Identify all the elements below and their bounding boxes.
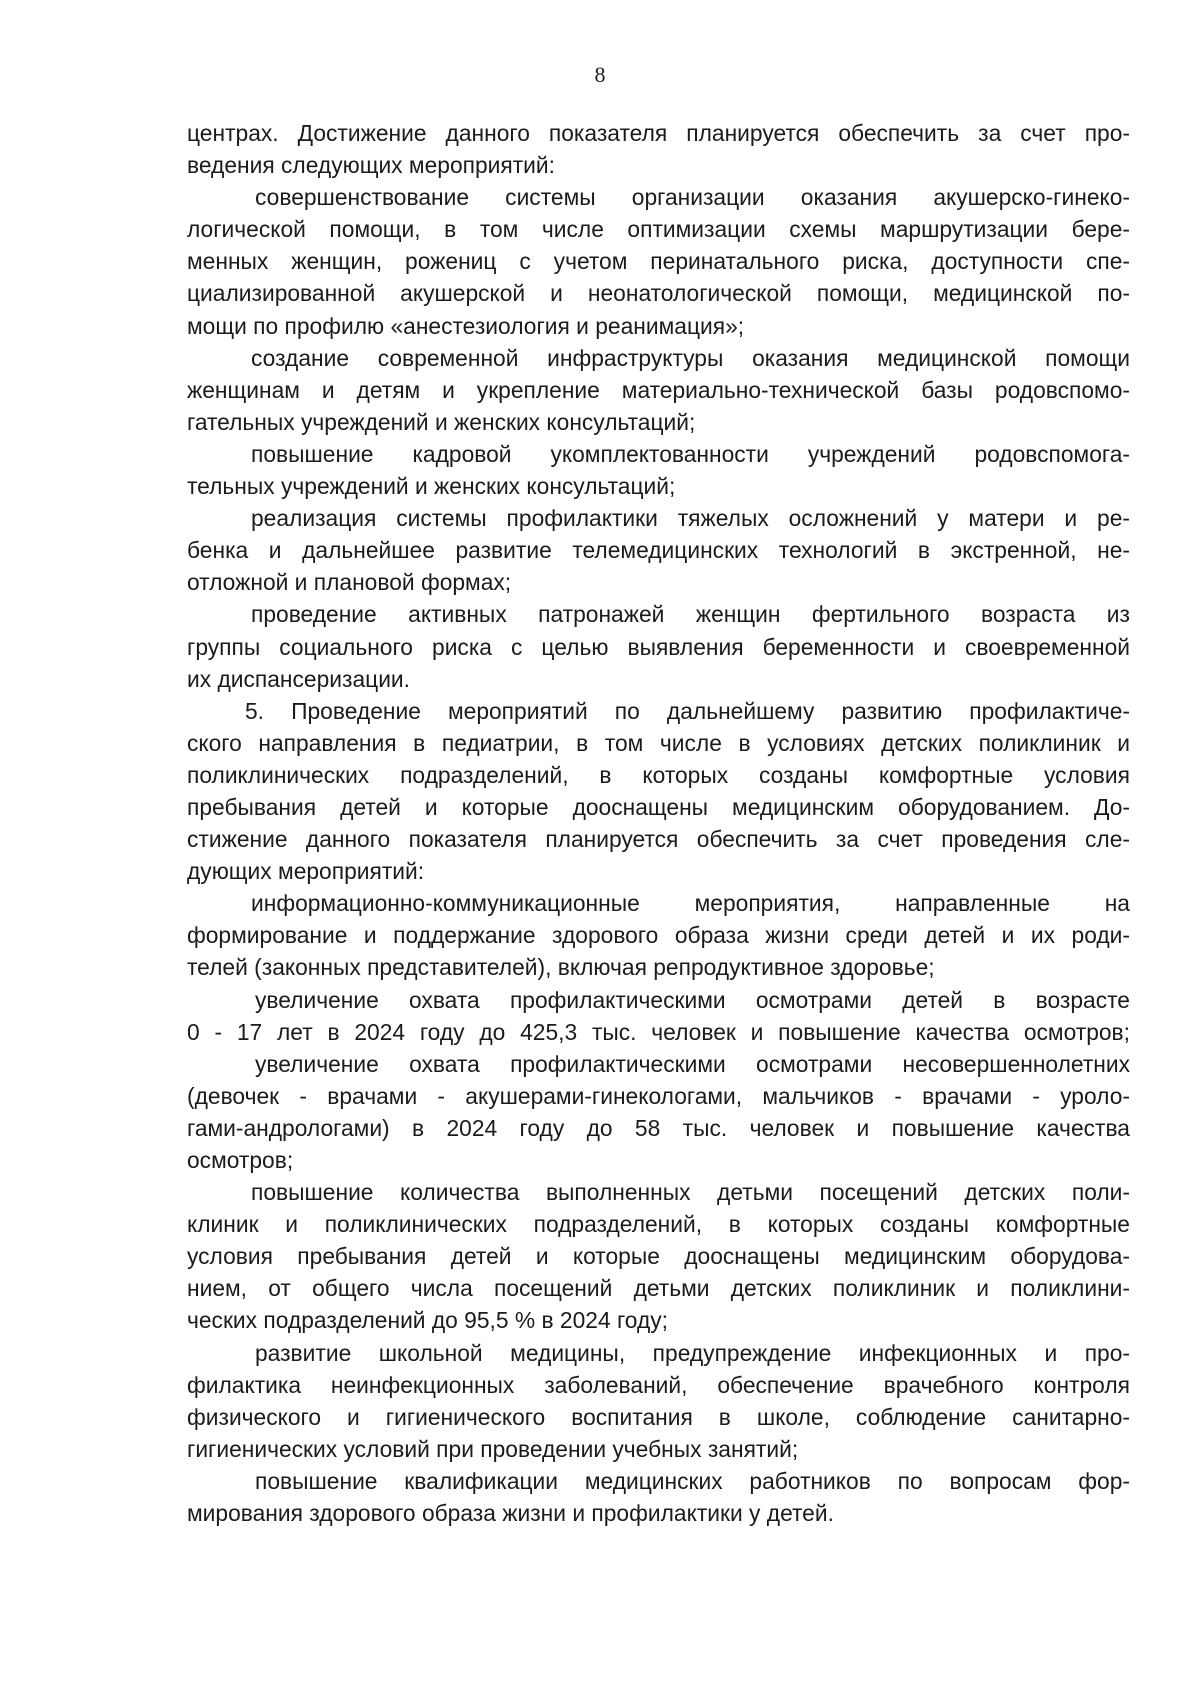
text-line: повышение квалификации медицинских работников по вопросам фор- [255, 1467, 1130, 1494]
text-line: формирование и поддержание здорового образа жизни среди детей и их роди- [187, 922, 1130, 949]
text-line: клиник и поликлинических подразделений, в которых созданы комфортные [187, 1211, 1130, 1238]
text-line: ческих подразделений до 95,5 % в 2024 году; [187, 1307, 669, 1334]
text-line: филактика неинфекционных заболеваний, обеспечение врачебного контроля [187, 1371, 1130, 1398]
text-line: мирования здорового образа жизни и профилактики у детей. [187, 1500, 834, 1527]
text-line: группы социального риска с целью выявления беременности и своевременной [187, 633, 1130, 660]
text-line: увеличение охвата профилактическими осмотрами детей в возрасте [255, 986, 1130, 1013]
text-line: гигиенических условий при проведении учебных занятий; [187, 1435, 799, 1462]
text-line: ведения следующих мероприятий: [187, 152, 555, 179]
text-line: поликлинических подразделений, в которых созданы комфортные условия [187, 761, 1130, 788]
text-line: гательных учреждений и женских консультаций; [187, 408, 696, 435]
text-line: реализация системы профилактики тяжелых осложнений у матери и ре- [251, 505, 1130, 532]
text-line: создание современной инфраструктуры оказания медицинской помощи [251, 344, 1130, 371]
text-line: тельных учреждений и женских консультаций; [187, 473, 676, 500]
text-line: осмотров; [187, 1147, 294, 1173]
text-line: центрах. Достижение данного показателя планируется обеспечить за счет про- [187, 120, 1130, 146]
text-line: 0 - 17 лет в 2024 году до 425,3 тыс. человек и повышение качества осмотров; [187, 1018, 1130, 1045]
text-line: ского направления в педиатрии, в том числе в условиях детских поликлиник и [187, 729, 1130, 756]
text-line: нием, от общего числа посещений детьми детских поликлиник и поликлини- [187, 1275, 1130, 1302]
text-line: развитие школьной медицины, предупреждение инфекционных и про- [255, 1339, 1130, 1366]
text-line: логической помощи, в том числе оптимизации схемы маршрутизации бере- [187, 216, 1130, 243]
text-line: совершенствование системы организации оказания акушерско-гинеко- [255, 184, 1130, 211]
text-line: увеличение охвата профилактическими осмотрами несовершеннолетних [255, 1050, 1130, 1077]
text-line: мощи по профилю «анестезиология и реанимация»; [187, 312, 745, 339]
text-line: их диспансеризации. [187, 665, 410, 692]
text-line: (девочек - врачами - акушерами-гинекологами, мальчиков - врачами - уроло- [187, 1082, 1130, 1109]
text-line: женщинам и детям и укрепление материально-технической базы родовспомо- [187, 376, 1130, 403]
text-line: информационно-коммуникационные мероприятия, направленные на [251, 890, 1130, 917]
text-line: стижение данного показателя планируется обеспечить за счет проведения сле- [187, 826, 1130, 853]
text-line: гами-андрологами) в 2024 году до 58 тыс. человек и повышение качества [187, 1114, 1130, 1141]
text-line: телей (законных представителей), включая репродуктивное здоровье; [187, 954, 935, 981]
text-line: физического и гигиенического воспитания в школе, соблюдение санитарно- [187, 1403, 1130, 1430]
text-line: условия пребывания детей и которые дооснащены медицинским оборудова- [187, 1243, 1130, 1270]
text-line: менных женщин, рожениц с учетом перинатального риска, доступности спе- [187, 248, 1130, 275]
page-number: 8 [594, 62, 606, 87]
text-line: циализированной акушерской и неонатологической помощи, медицинской по- [187, 280, 1130, 307]
text-line: бенка и дальнейшее развитие телемедицинских технологий в экстренной, не- [187, 537, 1130, 564]
text-line: отложной и плановой формах; [187, 569, 512, 596]
text-line: повышение кадровой укомплектованности учреждений родовспомога- [251, 440, 1130, 467]
text-line: проведение активных патронажей женщин фертильного возраста из [251, 601, 1130, 628]
text-line: повышение количества выполненных детьми посещений детских поли- [251, 1179, 1130, 1206]
text-line: пребывания детей и которые дооснащены медицинским оборудованием. До- [187, 793, 1130, 820]
text-line: 5. Проведение мероприятий по дальнейшему развитию профилактиче- [245, 697, 1130, 724]
text-line: дующих мероприятий: [187, 858, 425, 885]
document-body [187, 117, 1130, 1529]
